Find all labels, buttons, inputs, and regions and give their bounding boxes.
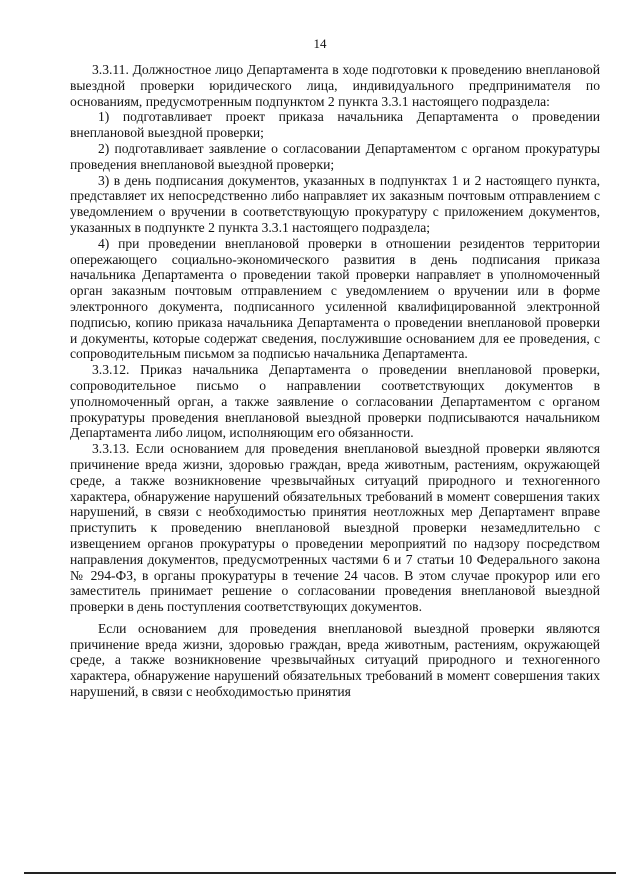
clause-3-3-13-continuation: Если основанием для проведения внеплановой выездной проверки являются причинение вреда жизни, здоровью граждан, вреда животным, растениям, окружающей среде, а также возникновение чрезвычайных ситуаций природного и техногенного характера, обнаружение нарушений обязательных требований в момент совершения таких нарушений, в связи с необходимостью принятия (70, 620, 600, 700)
subclause-4: 4) при проведении внеплановой проверки в отношении резидентов территории опережающего социально-экономического развития в день подписания приказа начальника Департамента о проведении такой проверки направляет в уполномоченный орган заказным почтовым отправлением с уведомлением о вручении или в форме электронного документа, подписанного усиленной квалифицированной электронной подписью, копию приказа начальника Департамента о проведении внеплановой проверки и документы, которые содержат сведения, послужившие основанием для ее проведения, с сопроводительным письмом за подписью начальника Департамента. (70, 235, 600, 362)
clause-3-3-13: 3.3.13. Если основанием для проведения внеплановой выездной проверки являются причинение вреда жизни, здоровью граждан, вреда животным, растениям, окружающей среде, а также возникновение чрезвычайных ситуаций природного и техногенного характера, обнаружение нарушений обязательных требований в момент совершения таких нарушений, в связи с необходимостью принятия неотложных мер Департамент вправе приступить к проведению внеплановой выездной проверки незамедлительно с извещением органов прокуратуры о проведении мероприятий по надзору посредством направления документов, предусмотренных частями 6 и 7 статьи 10 Федерального закона № 294-ФЗ, в органы прокуратуры в течение 24 часов. В этом случае прокурор или его заместитель принимает решение о согласовании проведения внеплановой выездной проверки в день поступления соответствующих документов. (70, 441, 600, 615)
clause-3-3-11: 3.3.11. Должностное лицо Департамента в ходе подготовки к проведению внеплановой выездной проверки юридического лица, индивидуального предпринимателя по основаниям, предусмотренным подпунктом 2 пункта 3.3.1 настоящего подраздела: (70, 62, 600, 109)
page-number: 14 (313, 36, 327, 51)
page-bottom-rule (24, 872, 616, 874)
document-body (70, 62, 600, 700)
clause-3-3-12: 3.3.12. Приказ начальника Департамента о проведении внеплановой проверки, сопроводительное письмо о направлении соответствующих документов в уполномоченный орган, а также заявление о согласовании Департаментом с органом прокуратуры проведения внеплановой выездной проверки подписываются начальником Департамента либо лицом, исполняющим его обязанности. (70, 362, 600, 441)
subclause-2: 2) подготавливает заявление о согласовании Департаментом с органом прокуратуры проведения внеплановой выездной проверки; (70, 140, 600, 172)
subclause-3: 3) в день подписания документов, указанных в подпунктах 1 и 2 настоящего пункта, представляет их непосредственно либо направляет их заказным почтовым отправлением с уведомлением о вручении в соответствующую прокуратуру с приложением документов, указанных в подпункте 2 пункта 3.3.1 настоящего подраздела; (70, 172, 600, 235)
subclause-1: 1) подготавливает проект приказа начальника Департамента о проведении внеплановой выездной проверки; (70, 109, 600, 141)
